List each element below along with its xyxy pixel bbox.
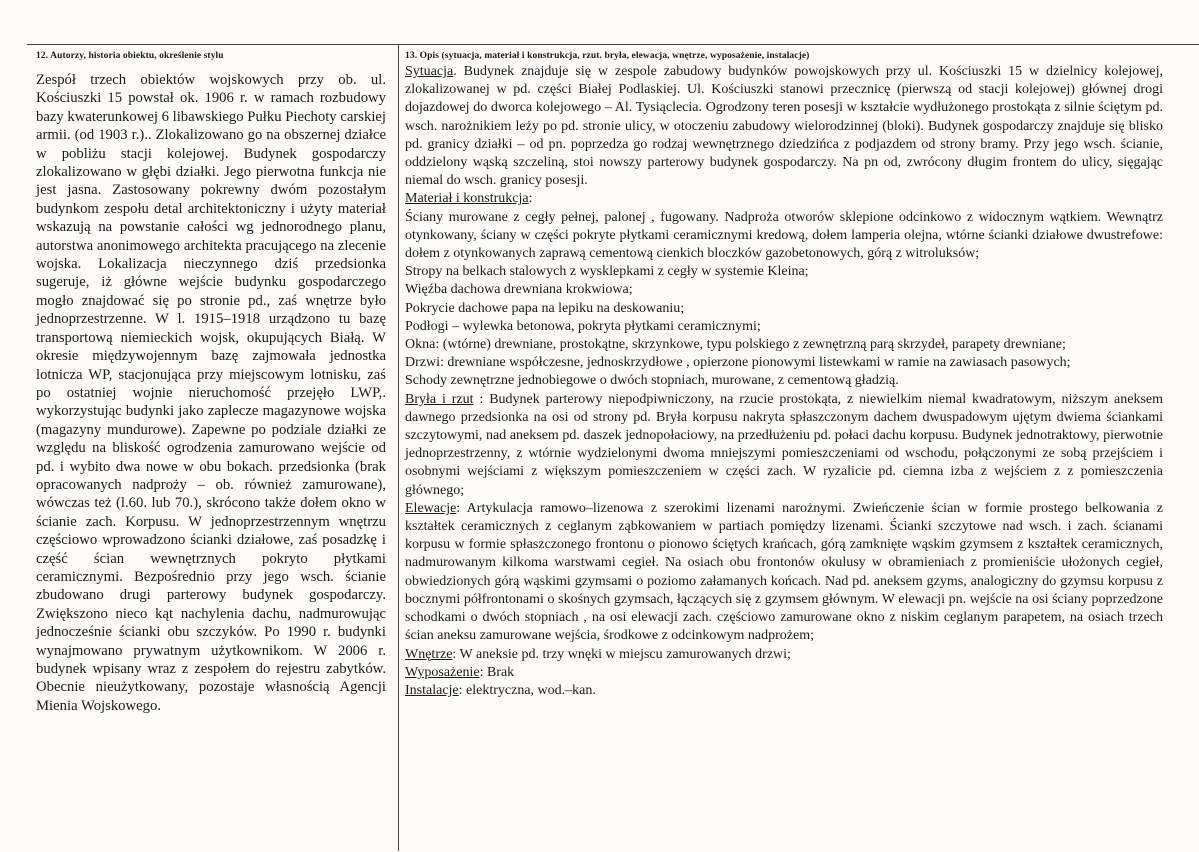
instalacje-text: : elektryczna, wod.–kan. [458,682,596,698]
left-column [36,50,386,715]
instalacje-label: Instalacje [405,682,459,698]
left-body: Zespół trzech obiektów wojskowych przy ob. ul. Kościuszki 15 powstał ok. 1906 r. w ramach rozbudowy bazy kwaterunkowej 6 libawskiego Pułku Piechoty carskiej armii. (od 1903 r.).. Zlokalizowano go na obszernej działce w pobliżu stacji kolejowej. Budynek gospodarczy zlokalizowano w głębi działki. Jego pierwotna funkcja nie jest jasna. Zastosowany pokrewny dwóm pozostałym budynkom zespołu detal architektoniczny i użyty materiał wskazują na powstanie całości wg jednorodnego planu, autorstwa anonimowego architekta pracującego na zlecenie wojska. Lokalizacja nieczynnego dziś przedsionka sugeruje, iż główne wejście budynku gospodarczego mogło znajdować się po stronie pd., zaś wnętrze było jednoprzestrzenne. W l. 1915–1918 urządzono tu bazę transportową niemieckich wojsk, okupujących Białą. W okresie międzywojennym bazę zajmowała jednostka lotnicza WP, stacjonująca przy miejscowym lotnisku, zaś po ostatniej wojnie nieruchomość przejęło LWP,. wykorzystując budynki jako zaplecze magazynowe wojska (magazyny mundurowe). Zapewne po podziale działki ze względu na bliskość ogrodzenia zamurowano wejście od pd. i wybito dwa nowe w obu bokach. przedsionka (brak opracowanych nadproży – ob. również zamurowane), wówczas też (l.60. lub 70.), skrócono także dołem okno w ścianie zach. Korpusu. W jednoprzestrzennym wnętrzu częściowo wprowadzono ścianki działowe, zaś posadzkę i część ścian wewnętrznych pokryto płytkami ceramicznymi. Bezpośrednio przy jego wsch. ścianie zbudowano drugi parterowy budynek gospodarczy. Zwiększono nieco kąt nachylenia dachu, nadmurowując jednocześnie ścianki obu szczyków. Po 1990 r. budynki wynajmowano prywatnym użytkownikom. W 2006 r. budynek wpisany wraz z zespołem do rejestru zabytków. Obecnie nieużytkowany, pozostaje własnością Agencji Mienia Wojskowego. [36,72,386,714]
wnetrze-label: Wnętrze [405,646,453,662]
material-line: Schody zewnętrzne jednobiegowe o dwóch stopniach, murowane, z cementową gładzią. [405,373,899,389]
section-instalacje [405,682,1163,700]
bryla-label: Bryła i rzut [405,391,474,407]
elewacje-text: : Artykulacja ramowo–lizenowa z szerokimi lizenami narożnymi. Zwieńczenie ścian w formie prostego belkowania z kształtek ceramicznych z ceglanym ząbkowaniem w partiach pomiędzy lizenami. Ścianki szczytowe nad wsch. i zach. ścianami korpusu w formie spłaszczonego frontonu o pionowo ściętych krańcach, górą zamknięte wąskim gzymsem z kształtek ceramicznych, nadmurowanym kilkoma warstwami cegieł. Na osiach obu frontonów okulusy w obramieniach z promieniście ułożonych cegieł, obwiedzionych górą wąskimi gzymsami o poziomo załamanych końcach. Nad pd. aneksem gzyms, analogiczny do gzymsu korpusu z bocznymi półfrontonami o skośnych gzymsach, łączących się z gzymsem głównym. W elewacji pn. wejście na osi ściany poprzedzone schodkami o dwóch stopniach , na osi elewacji zach. częściowo zamurowane okno z niskim ceglanym parapetem, na osiach trzech ścian aneksu zamurowane wejścia, środkowe z odcinkowym nadprożem; [405,500,1163,644]
sytuacja-text: . Budynek znajduje się w zespole zabudowy budynków powojskowych przy ul. Kościuszki 15 w dzielnicy kolejowej, zlokalizowanej w pd. części Białej Podlaskiej. Ul. Kościuszki stanowi przecznicę (pierwszą od stacji kolejowej) głównej drogi dojazdowej do dworca kolejowego – Al. Tysiąclecia. Ogrodzony teren posesji w kształcie wydłużonego prostokąta z silnie ściętym pd. wsch. narożnikiem leży po pd. stronie ulicy, w otoczeniu zabudowy wielorodzinnej (bloki). Budynek gospodarczy znajduje się blisko pd. granicy działki – od pn. poprzedza go rodzaj wewnętrznego dziedzińca z podjazdem od strony bramy. Przy jego wsch. ścianie, oddzielony wąską szczeliną, stoi nowszy parterowy budynek gospodarczy. Na pn od, zwrócony długim frontem do ulicy, sięgając niemal do wsch. granicy posesji. [405,64,1163,189]
wyposazenie-label: Wyposażenie [405,664,480,680]
bryla-text: : Budynek parterowy niepodpiwniczony, na rzucie prostokąta, z niewielkim niemal kwadratowym, niższym aneksem dawnego przedsionka na osi od strony pd. Bryła korpusu nakryta spłaszczonym dachem dwuspadowym ujętym dwiema ściankami szczytowymi, nad aneksem pd. daszek jednopołaciowy, na przedłużeniu pd. połaci dachu korpusu. Budynek jednotraktowy, pierwotnie jednoprzestrzenny, z wtórnie wydzielonymi dwoma mniejszymi pomieszczeniami od wschodu, połączonymi ze sobą przejściem i osobnymi wejściami z większym pomieszczeniem w części zach. W ryzalicie pd. ciemna izba z wejściem z z pomieszczenia głównego; [405,391,1163,498]
sytuacja-label: Sytuacja [405,64,454,79]
section-sytuacja [405,63,1163,190]
section-elewacje [405,500,1163,646]
section-wyposazenie [405,664,1163,682]
material-line: Ściany murowane z cegły pełnej, palonej , fugowany. Nadproża otworów sklepione odcinkowo z widocznym wątkiem. Wewnątrz otynkowany, ściany w części pokryte płytkami ceramicznymi kredową, dołem lamperia olejna, wtórne ścianki działowe dwustrefowe: dołem z otynkowanych zaprawą cementową cienkich bloczków gazobetonowych, górą z witroluksów; [405,209,1163,262]
right-heading: 13. Opis (sytuacja, materiał i konstrukcja, rzut. bryła, elewacja, wnętrze, wyposażenie, instalacje) [405,51,810,61]
material-line: Więźba dachowa drewniana krokwiowa; [405,282,633,298]
material-line: Podłogi – wylewka betonowa, pokryta płytkami ceramicznymi; [405,318,761,334]
left-heading: 12. Autorzy, historia obiektu, określenie stylu [36,51,224,61]
column-divider [398,44,399,851]
section-material: Materiał i konstrukcja: Ściany murowane z cegły pełnej, palonej , fugowany. Nadproża otworów sklepione odcinkowo z widocznym wątkiem. Wewnątrz otynkowany, ściany w części pokryte płytkami ceramicznymi kredową, dołem lamperia olejna, wtórne ścianki działowe dwustrefowe: dołem z otynkowanych zaprawą cementową cienkich bloczków gazobetonowych, górą z witroluksów; Stropy na belkach stalowych z wysklepkami z cegły w systemie Kleina; Więźba dachowa drewniana krokwiowa; Pokrycie dachowe papa na lepiku na deskowaniu; Podłogi – wylewka betonowa, pokryta płytkami ceramicznymi; Okna: (wtórne) drewniane, prostokątne, skrzynkowe, typu polskiego z zewnętrzną parą skrzydeł, parapety drewniane; Drzwi: drewniane współczesne, jednoskrzydłowe , opierzone pionowymi listewkami w ramie na zawiasach pasowych; Schody zewnętrzne jednobiegowe o dwóch stopniach, murowane, z cementową gładzią. [405,190,1163,390]
section-bryla [405,391,1163,500]
material-line: Drzwi: drewniane współczesne, jednoskrzydłowe , opierzone pionowymi listewkami w ramie na zawiasach pasowych; [405,355,1071,371]
section-wnetrze [405,646,1163,664]
material-label: Materiał i konstrukcja [405,191,529,207]
wyposazenie-text: : Brak [479,664,515,680]
material-line: Pokrycie dachowe papa na lepiku na deskowaniu; [405,300,685,316]
material-line: Okna: (wtórne) drewniane, prostokątne, skrzynkowe, typu polskiego z zewnętrzną parą skrzydeł, parapety drewniane; [405,337,1066,353]
wnetrze-text: : W aneksie pd. trzy wnęki w miejscu zamurowanych drzwi; [452,646,791,662]
right-column [405,50,1163,700]
material-line: Stropy na belkach stalowych z wysklepkami z cegły w systemie Kleina; [405,264,809,280]
elewacje-label: Elewacje [405,500,457,516]
